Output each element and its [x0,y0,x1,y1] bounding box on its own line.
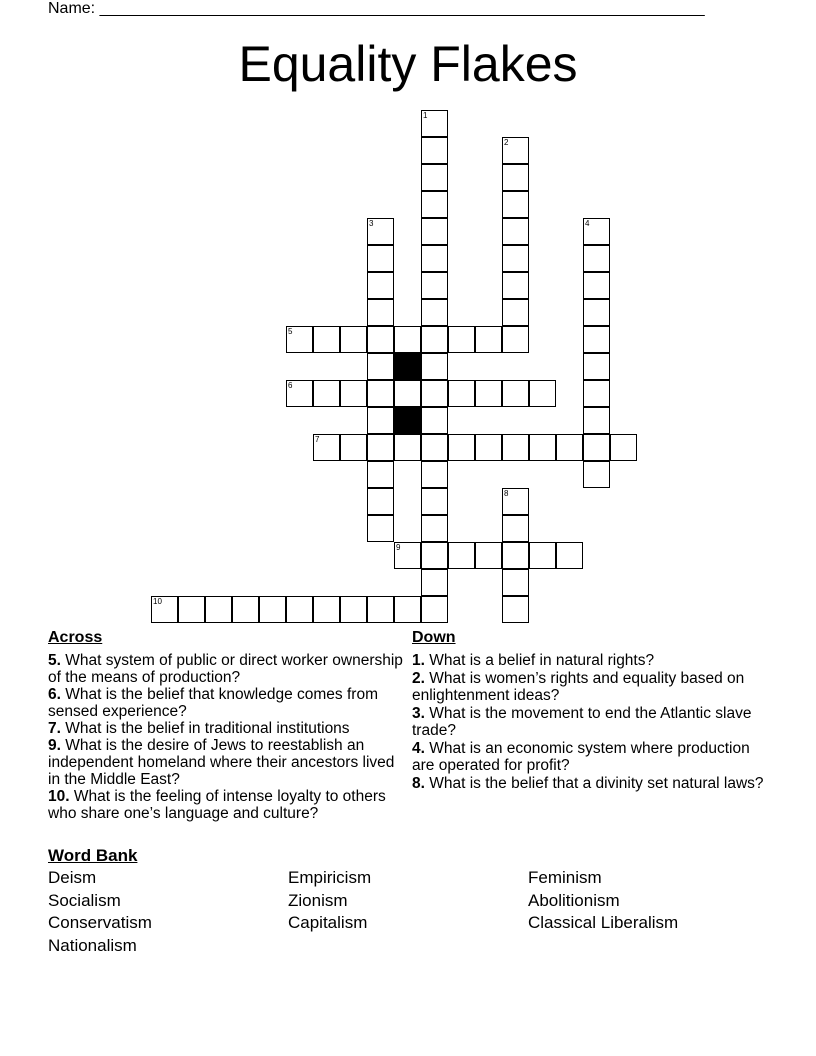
word-bank-item: Zionism [288,890,348,910]
grid-cell[interactable] [367,326,394,353]
grid-cell[interactable] [583,407,610,434]
grid-cell[interactable] [340,326,367,353]
word-bank-title: Word Bank [48,846,138,865]
grid-cell[interactable] [286,596,313,623]
grid-cell[interactable] [367,596,394,623]
grid-cell[interactable] [583,272,610,299]
clue-number: 4. [412,740,425,757]
down-clue [412,775,772,792]
clue-number: 2. [412,670,425,687]
grid-cell[interactable] [313,596,340,623]
grid-cell[interactable] [340,434,367,461]
clue-text: What is the desire of Jews to reestablish an independent homeland where their ancestors lived in the Middle East? [48,737,395,788]
clue-text: What is the belief that knowledge comes from sensed experience? [48,686,378,720]
grid-cell[interactable] [394,434,421,461]
grid-cell[interactable] [475,542,502,569]
clue-number: 4 [585,219,590,228]
word-bank-item: Nationalism [48,935,137,955]
down-clue [412,652,772,669]
down-clue [412,705,772,739]
clue-text: What is a belief in natural rights? [424,652,655,669]
clue-number: 7 [315,435,320,444]
clue-text: What system of public or direct worker ownership of the means of production? [48,652,403,686]
grid-cell[interactable] [529,380,556,407]
grid-cell[interactable] [313,434,340,461]
grid-cell[interactable] [448,434,475,461]
grid-cell[interactable] [583,461,610,488]
clue-number: 5 [288,327,293,336]
black-square [394,353,421,380]
across-clues [48,629,408,822]
grid-cell[interactable] [502,488,529,515]
grid-cell[interactable] [367,272,394,299]
grid-cell[interactable] [610,434,637,461]
word-bank-item: Capitalism [288,913,368,933]
grid-cell[interactable] [502,569,529,596]
clue-number: 8. [412,775,425,792]
grid-cell[interactable] [448,542,475,569]
grid-cell[interactable] [421,515,448,542]
grid-cell[interactable] [583,245,610,272]
grid-cell[interactable] [502,542,529,569]
clue-number: 3 [369,219,374,228]
down-clue-list [412,652,772,792]
page-title: Equality Flakes [238,36,578,92]
word-bank-item: Deism [48,868,97,887]
down-clue [412,740,772,774]
grid-cell[interactable] [502,272,529,299]
grid-cell[interactable] [367,218,394,245]
grid-cell[interactable] [151,596,178,623]
grid-cell[interactable] [367,434,394,461]
black-square [394,407,421,434]
grid-cell[interactable] [367,407,394,434]
grid-cell[interactable] [421,110,448,137]
clue-text: What is the belief in traditional institutions [60,720,350,737]
down-clues [412,629,772,793]
grid-cell[interactable] [421,488,448,515]
word-bank-item: Abolitionism [528,890,620,910]
grid-cell[interactable] [394,326,421,353]
grid-cell[interactable] [421,542,448,569]
word-bank-item: Feminism [528,868,602,887]
clue-number: 1 [423,111,428,120]
grid-cell[interactable] [421,164,448,191]
word-bank-item: Socialism [48,890,121,910]
grid-cell[interactable] [394,542,421,569]
grid-cell[interactable] [286,380,313,407]
across-clue [48,788,408,822]
grid-cell[interactable] [583,299,610,326]
grid-cell[interactable] [502,380,529,407]
grid-cell[interactable] [340,596,367,623]
grid-cell[interactable] [421,596,448,623]
grid-cell[interactable] [286,326,313,353]
clue-number: 3. [412,705,425,722]
grid-cell[interactable] [502,434,529,461]
grid-cell[interactable] [556,542,583,569]
down-clue [412,670,772,704]
grid-cell[interactable] [259,596,286,623]
grid-cell[interactable] [502,218,529,245]
clue-number: 9. [48,737,61,754]
clue-number: 1. [412,652,425,669]
grid-cell[interactable] [313,326,340,353]
grid-cell[interactable] [502,326,529,353]
across-clue [48,720,408,737]
grid-cell[interactable] [421,191,448,218]
grid-cell[interactable] [448,380,475,407]
across-clue [48,737,408,788]
clue-text: What is an economic system where production are operated for profit? [412,740,750,774]
clue-text: What is the movement to end the Atlantic slave trade? [412,705,752,739]
clue-number: 10 [153,597,162,606]
grid-cell[interactable] [421,569,448,596]
grid-cell[interactable] [583,218,610,245]
grid-cell[interactable] [502,164,529,191]
grid-cell[interactable] [421,353,448,380]
grid-cell[interactable] [367,461,394,488]
grid-cell[interactable] [313,380,340,407]
word-bank-item: Empiricism [288,868,372,887]
across-clue [48,652,408,686]
grid-cell[interactable] [502,137,529,164]
grid-cell[interactable] [475,434,502,461]
clue-text: What is the belief that a divinity set natural laws? [424,775,764,792]
word-bank-item: Conservatism [48,913,152,933]
grid-cell[interactable] [232,596,259,623]
grid-cell[interactable] [367,353,394,380]
name-field: Name: ____________________________________________________________________ [48,0,705,17]
clue-text: What is women’s rights and equality based on enlightenment ideas? [412,670,745,704]
grid-cell[interactable] [529,434,556,461]
grid-cell[interactable] [421,434,448,461]
grid-cell[interactable] [583,326,610,353]
grid-cell[interactable] [556,434,583,461]
across-heading: Across [48,629,103,646]
grid-cell[interactable] [502,191,529,218]
grid-cell[interactable] [475,380,502,407]
clue-number: 2 [504,138,509,147]
grid-cell[interactable] [421,299,448,326]
grid-cell[interactable] [421,326,448,353]
grid-cell[interactable] [502,515,529,542]
word-bank-item: Classical Liberalism [528,913,679,933]
clue-number: 10. [48,788,70,805]
grid-cell[interactable] [421,137,448,164]
down-heading: Down [412,629,456,646]
grid-cell[interactable] [583,380,610,407]
grid-cell[interactable] [421,218,448,245]
grid-cell[interactable] [502,596,529,623]
grid-cell[interactable] [367,299,394,326]
clue-text: What is the feeling of intense loyalty to others who share one’s language and culture? [48,788,386,822]
grid-cell[interactable] [583,353,610,380]
grid-cell[interactable] [421,272,448,299]
grid-cell[interactable] [421,407,448,434]
grid-cell[interactable] [367,488,394,515]
grid-cell[interactable] [421,380,448,407]
clue-number: 5. [48,652,61,669]
clue-number: 6 [288,381,293,390]
clue-number: 8 [504,489,509,498]
grid-cell[interactable] [205,596,232,623]
grid-cell[interactable] [421,245,448,272]
grid-cell[interactable] [367,245,394,272]
grid-cell[interactable] [421,461,448,488]
grid-cell[interactable] [340,380,367,407]
clue-number: 9 [396,543,401,552]
across-clue-list [48,652,408,822]
grid-cell[interactable] [367,515,394,542]
grid-cell[interactable] [394,380,421,407]
grid-cell[interactable] [502,245,529,272]
grid-cell[interactable] [475,326,502,353]
grid-cell[interactable] [583,434,610,461]
across-clue [48,686,408,720]
clue-number: 6. [48,686,61,703]
clue-number: 7. [48,720,61,737]
grid-cell[interactable] [367,380,394,407]
grid-cell[interactable] [448,326,475,353]
grid-cell[interactable] [394,596,421,623]
grid-cell[interactable] [178,596,205,623]
grid-cell[interactable] [502,299,529,326]
grid-cell[interactable] [529,542,556,569]
